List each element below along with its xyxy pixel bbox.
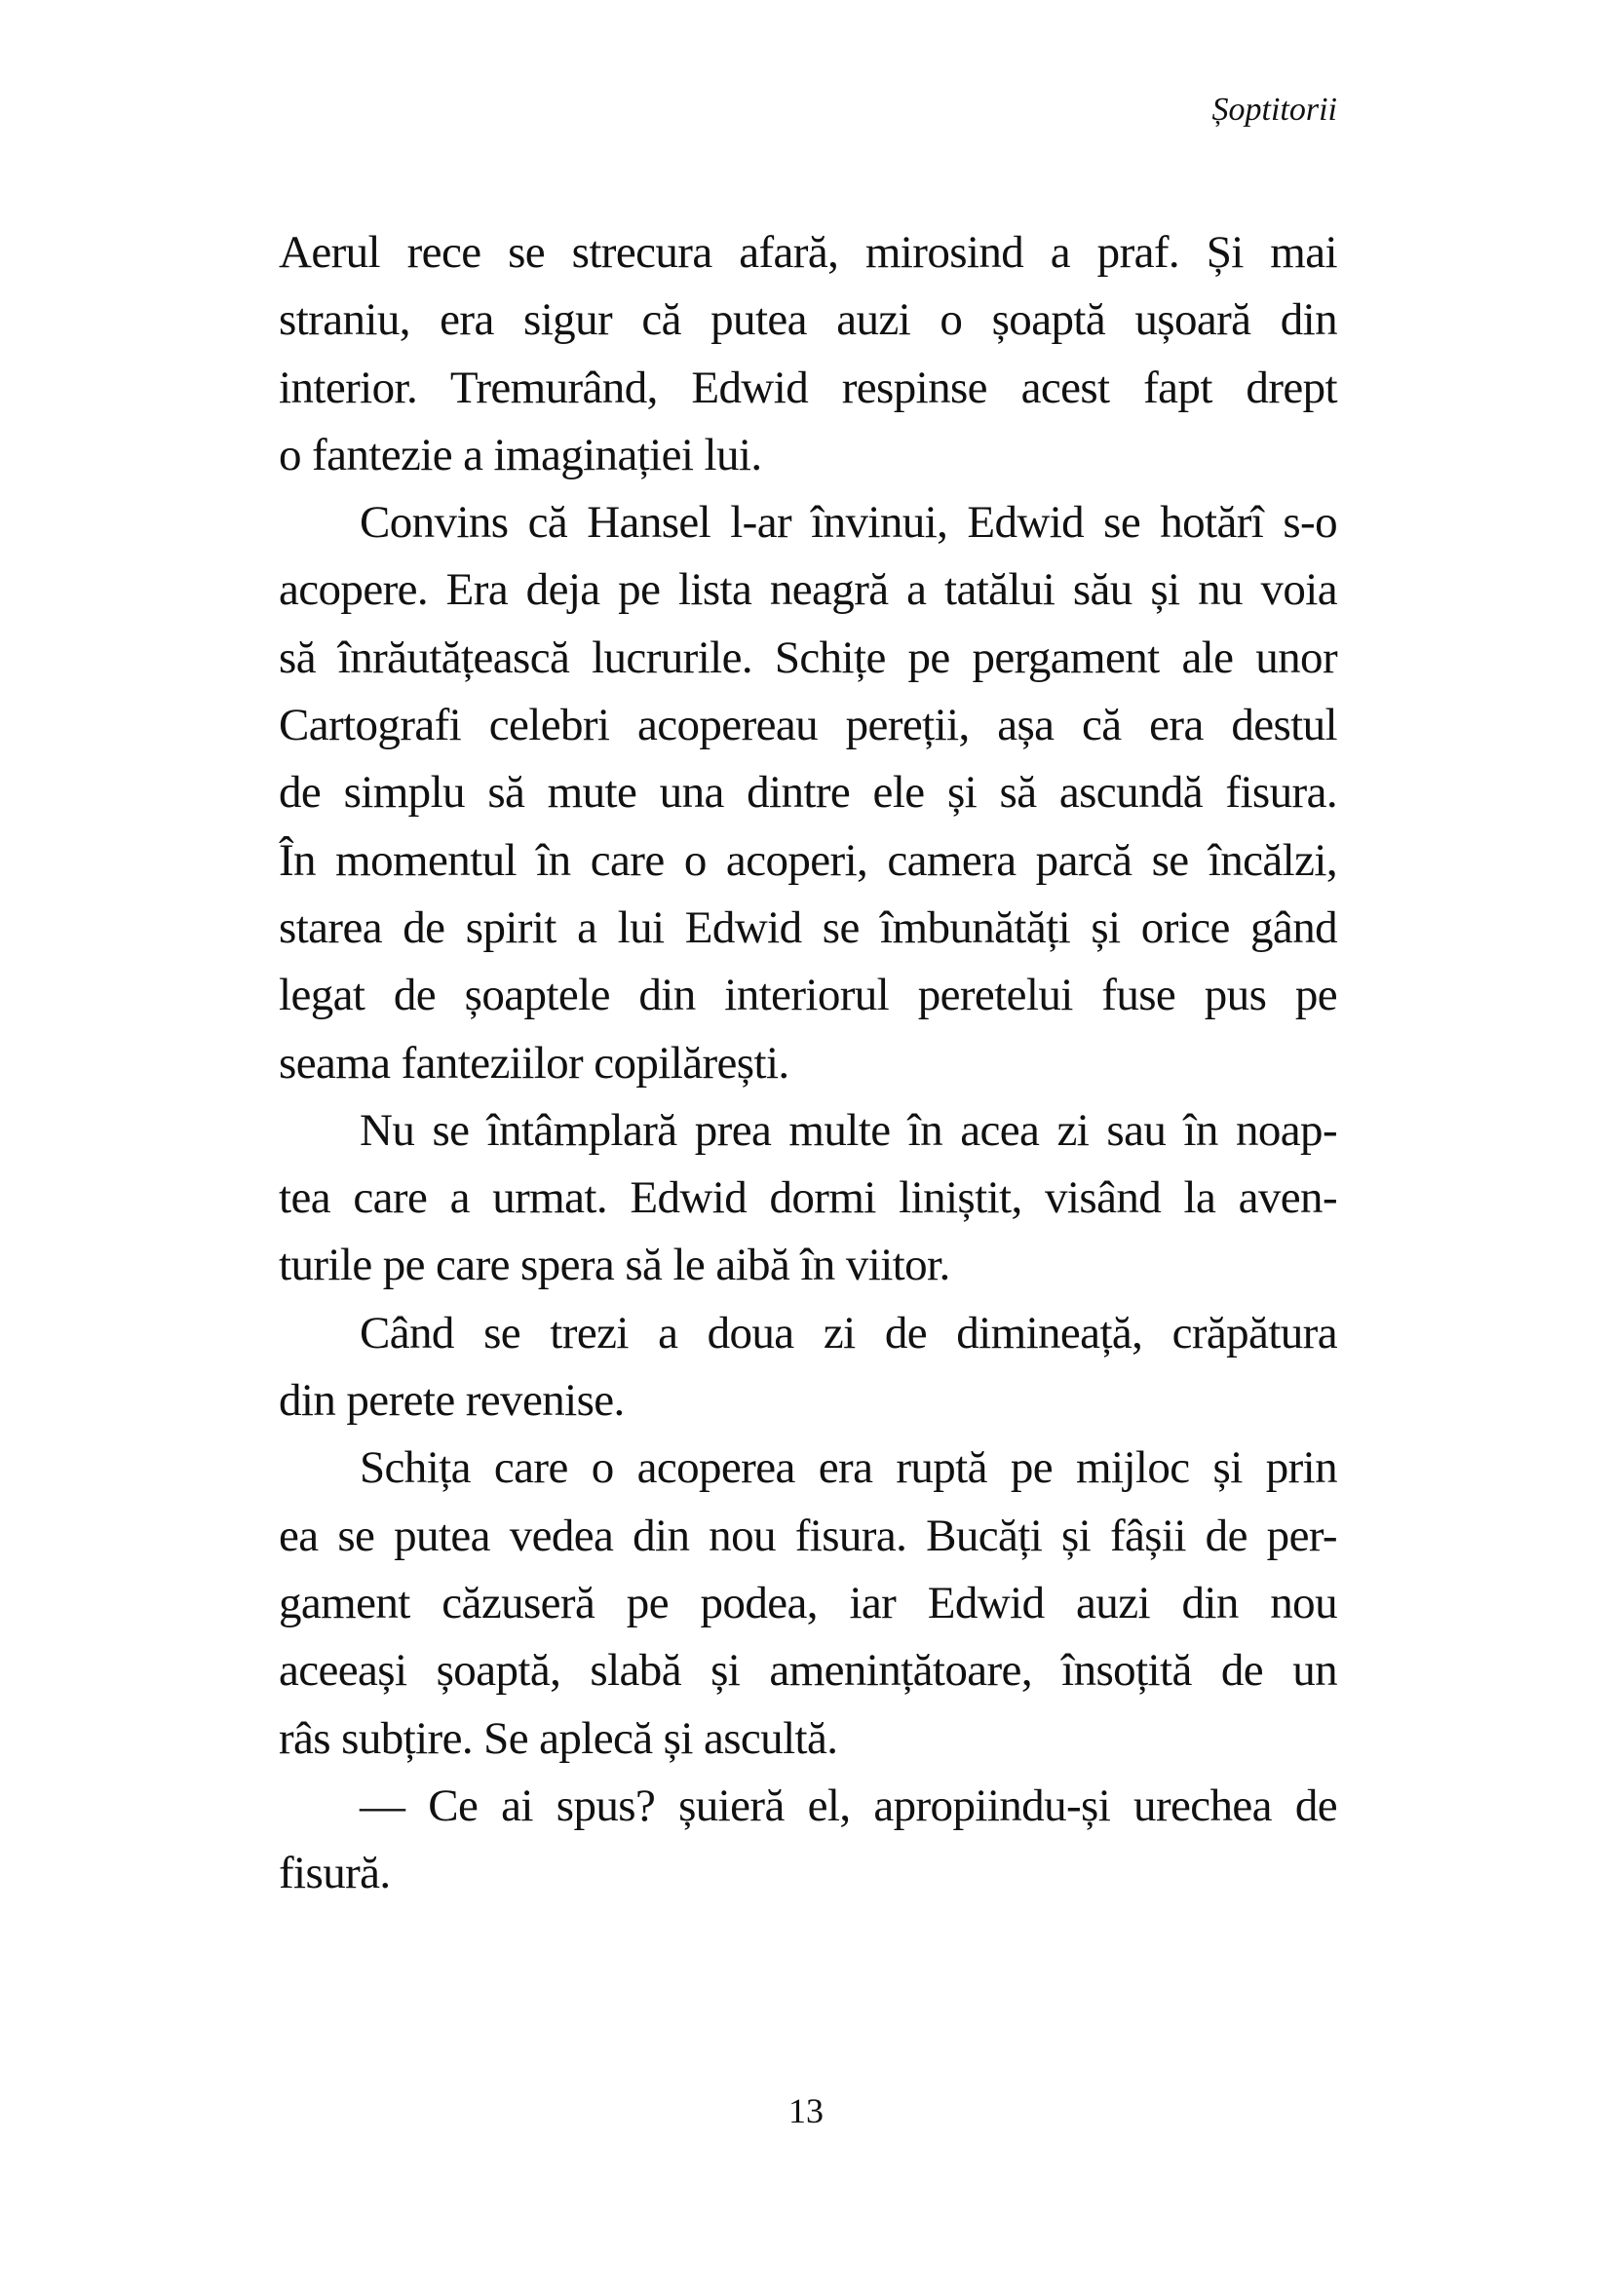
text-line: straniu, era sigur că putea auzi o șoaptă ușoară din: [279, 294, 1337, 346]
page-number: 13: [788, 2091, 824, 2130]
text-line: râs subțire. Se aplecă și ascultă.: [279, 1712, 838, 1764]
text-line: o fantezie a imaginației lui.: [279, 429, 762, 480]
text-line: aceeași șoaptă, slabă și amenințătoare, însoțită de un: [279, 1645, 1337, 1697]
text-line: În momentul în care o acoperi, camera parcă se încălzi,: [279, 834, 1337, 886]
text-line: tea care a urmat. Edwid dormi liniștit, visând la aven-: [279, 1172, 1337, 1224]
text-line: legat de șoaptele din interiorul peretelui fuse pus pe: [279, 970, 1337, 1021]
text-line: starea de spirit a lui Edwid se îmbunătăți și orice gând: [279, 901, 1337, 953]
text-line: din perete revenise.: [279, 1375, 625, 1427]
text-line: — Ce ai spus? șuieră el, apropiindu-și urechea de: [360, 1779, 1337, 1831]
text-line: interior. Tremurând, Edwid respinse acest fapt drept: [279, 362, 1337, 413]
text-line: Când se trezi a doua zi de dimineață, crăpătura: [360, 1307, 1337, 1358]
text-line: fisură.: [279, 1848, 391, 1899]
body-text: [279, 219, 1337, 1907]
text-line: ea se putea vedea din nou fisura. Bucăți și fâșii de per-: [279, 1510, 1337, 1561]
text-line: gament căzuseră pe podea, iar Edwid auzi din nou: [279, 1577, 1337, 1628]
text-line: de simplu să mute una dintre ele și să ascundă fisura.: [279, 767, 1337, 819]
text-line: turile pe care spera să le aibă în viitor.: [279, 1240, 950, 1291]
text-line: Schița care o acoperea era ruptă pe mijloc și prin: [360, 1442, 1337, 1494]
text-line: Nu se întâmplară prea multe în acea zi sau în noap-: [360, 1104, 1337, 1156]
text-line: să înrăutățească lucrurile. Schițe pe pergament ale unor: [279, 631, 1337, 683]
text-line: acopere. Era deja pe lista neagră a tatălui său și nu voia: [279, 564, 1337, 616]
text-line: Aerul rece se strecura afară, mirosind a praf. Și mai: [279, 227, 1337, 278]
text-line: Convins că Hansel l-ar învinui, Edwid se hotărî s-o: [360, 497, 1337, 549]
text-line: seama fanteziilor copilărești.: [279, 1037, 789, 1089]
text-line: Cartografi celebri acopereau pereții, așa că era destul: [279, 700, 1337, 751]
running-header: Șoptitorii: [1211, 92, 1337, 128]
